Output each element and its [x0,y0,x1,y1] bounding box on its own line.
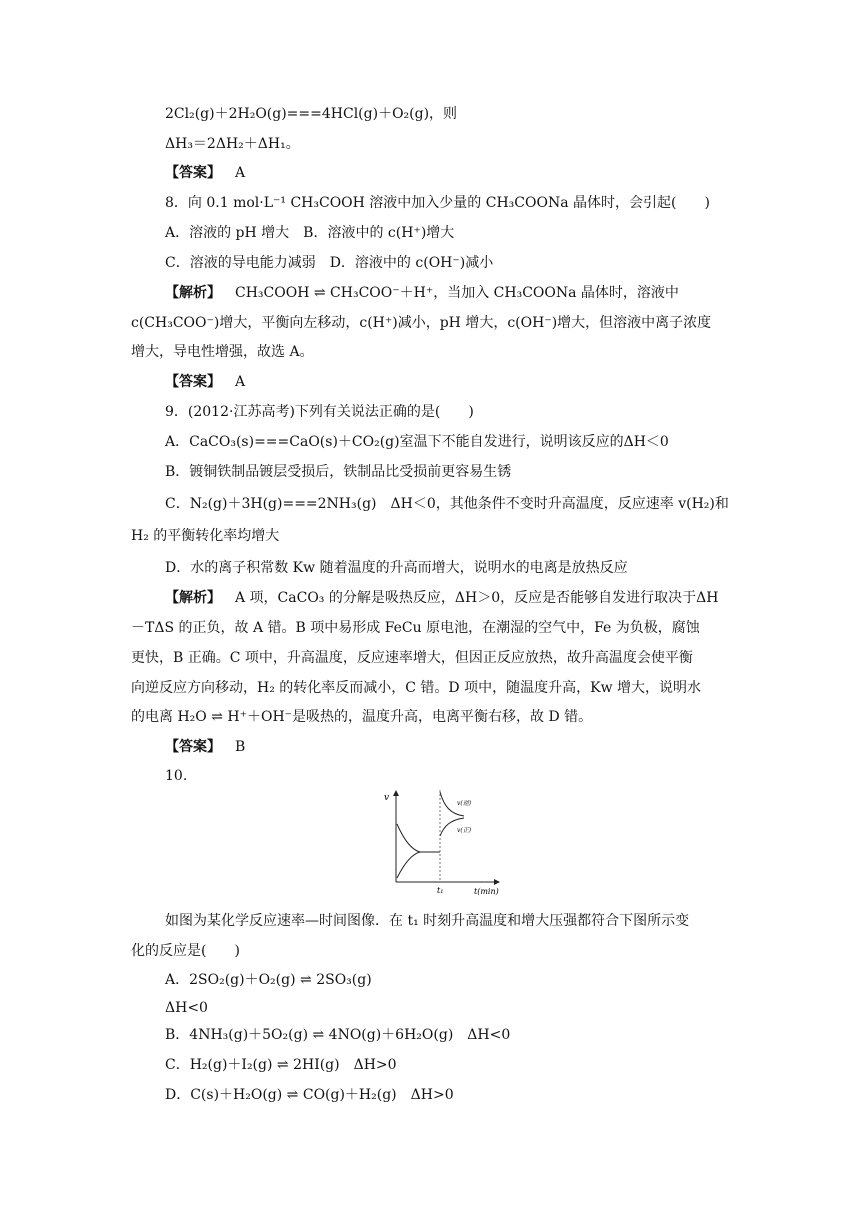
text-line: c(CH₃COO⁻)增大，平衡向左移动，c(H⁺)减小，pH 增大，c(OH⁻)增大，但溶液中离子浓度 [131,315,712,331]
question-10-option-c: C．H₂(g)＋I₂(g) ⇌ 2HI(g) ΔH>0 [165,1057,397,1073]
question-8-options-ab: A．溶液的 pH 增大 B．溶液中的 c(H⁺)增大 [165,225,455,241]
question-10-stem: 如图为某化学反应速率—时间图像．在 t₁ 时刻升高温度和增大压强都符合下图所示变 [165,913,690,929]
question-10-option-b: B．4NH₃(g)＋5O₂(g) ⇌ 4NO(g)＋6H₂O(g) ΔH<0 [165,1027,511,1043]
text-line: 2Cl₂(g)＋2H₂O(g)===4HCl(g)＋O₂(g)，则 [165,106,458,122]
answer-value: A [235,165,246,181]
x-axis-arrow [494,879,500,885]
question-9-stem: 9．(2012·江苏高考)下列有关说法正确的是( ) [165,404,474,420]
question-10-option-a: A．2SO₂(g)＋O₂(g) ⇌ 2SO₃(g) [165,972,372,988]
question-10-number: 10. [165,768,188,784]
answer-line [165,737,245,757]
analysis-tag: 【解析】 [165,285,221,301]
reverse-rate-label: v(逆) [457,800,472,807]
x-axis-label: t(min) [474,887,499,896]
text-line: 的电离 H₂O ⇌ H⁺＋OH⁻是吸热的，温度升高，电离平衡右移，故 D 错。 [131,709,593,725]
analysis-tag: 【解析】 [165,590,221,606]
question-8-stem: 8．向 0.1 mol·L⁻¹ CH₃COOH 溶液中加入少量的 CH₃COONa 晶体时，会引起( ) [165,195,710,211]
analysis-text: A 项，CaCO₃ 的分解是吸热反应，ΔH＞0，反应是否能够自发进行取决于ΔH [235,590,719,606]
text-line: 更快，B 正确。C 项中，升高温度，反应速率增大，但因正反应放热，故升高温度会使平衡 [131,650,693,666]
analysis-line [165,283,679,303]
analysis-line [165,588,718,608]
text-line: H₂ 的平衡转化率均增大 [131,528,280,544]
t1-label: t₁ [437,886,444,895]
text-line: 化的反应是( ) [131,943,240,959]
y-axis-arrow [393,790,399,796]
answer-tag: 【答案】 [165,374,221,390]
question-9-option-d: D．水的离子积常数 Kw 随着温度的升高而增大，说明水的电离是放热反应 [165,560,628,576]
question-9-option-b: B．镀铜铁制品镀层受损后，铁制品比受损前更容易生锈 [165,464,512,480]
analysis-text: CH₃COOH ⇌ CH₃COO⁻＋H⁺，当加入 CH₃COONa 晶体时，溶液中 [235,285,679,301]
text-line: 增大，导电性增强，故选 A。 [131,344,314,360]
forward-rate-label: v(正) [457,827,472,834]
answer-tag: 【答案】 [165,165,221,181]
answer-value: A [235,374,246,390]
question-10-option-d: D．C(s)＋H₂O(g) ⇌ CO(g)＋H₂(g) ΔH>0 [165,1087,454,1103]
answer-value: B [235,739,246,755]
question-8-options-cd: C．溶液的导电能力减弱 D．溶液中的 c(OH⁻)减小 [165,255,494,271]
rate-curve-forward-before [397,852,420,878]
text-line: ΔH₃＝2ΔH₂＋ΔH₁。 [165,136,300,152]
rate-time-graph [382,788,499,896]
text-line: 向逆反应方向移动，H₂ 的转化率反而减小，C 错。D 项中，随温度升高，Kw 增大，说明水 [131,680,701,696]
rate-curve-reverse-before [397,824,440,852]
answer-tag: 【答案】 [165,739,221,755]
question-9-option-c: C．N₂(g)＋3H(g)===2NH₃(g) ΔH＜0，其他条件不变时升高温度，反应速率 v(H₂)和 [165,496,729,512]
question-9-option-a: A．CaCO₃(s)===CaO(s)＋CO₂(g)室温下不能自发进行，说明该反应的ΔH＜0 [165,434,669,450]
answer-line [165,372,245,392]
y-axis-label: v [384,793,390,803]
text-line: ΔH<0 [165,1000,208,1016]
answer-line [165,163,245,183]
text-line: －TΔS 的正负，故 A 错。B 项中易形成 FeCu 原电池，在潮湿的空气中，Fe 为负极，腐蚀 [131,620,700,636]
